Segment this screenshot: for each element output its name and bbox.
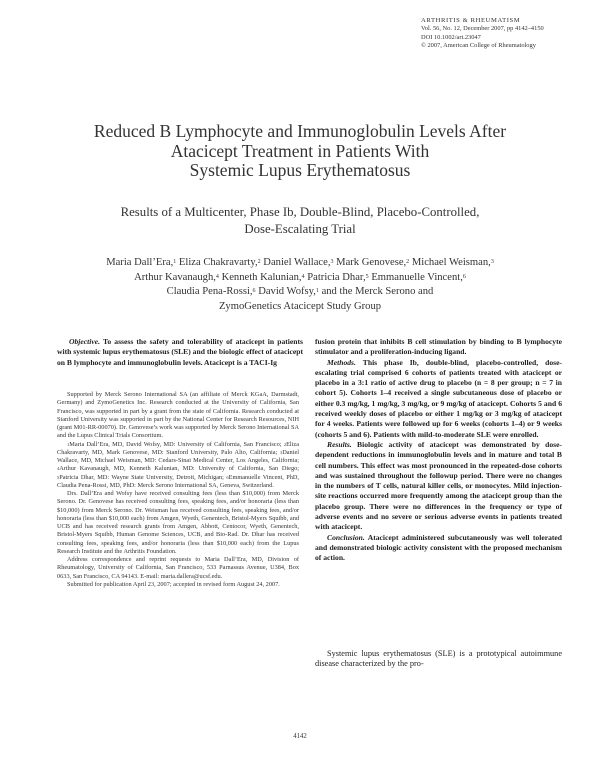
author-name: Daniel Wallace,	[263, 257, 331, 268]
body-intro	[315, 649, 562, 670]
results-label: Results.	[327, 439, 352, 449]
affiliation-text: Daniel Wallace, MD, Michael Weisman, MD: Cedars-Sinai Medical Center, Los Angeles, California;	[57, 448, 299, 464]
abstract-methods	[315, 358, 562, 440]
author-name: Emmanuelle Vincent,	[371, 271, 463, 283]
methods-label: Methods.	[327, 357, 356, 367]
footnotes	[57, 391, 299, 589]
right-column	[315, 337, 562, 564]
abstract-conclusion	[315, 533, 562, 564]
article-title	[40, 122, 560, 181]
affiliation-text: Eliza Chakravarty, MD, Mark Genovese, MD: Stanford University, Palo Alto, California;	[57, 440, 299, 456]
affiliation-mark: 5	[57, 474, 60, 480]
author-group-intro: and the Merck Serono and	[321, 286, 434, 298]
affiliation-text: Emmanuelle Vincent, PhD, Claudia Pena-Rossi, MD, PhD: Merck Serono International SA, Geneva, Switzerland.	[57, 473, 300, 489]
left-column	[57, 337, 303, 368]
author-line	[60, 285, 540, 300]
objective-text: To assess the safety and tolerability of atacicept in patients with systemic lupus erythematosus (SLE) and the biologic effect of atacicept on B lymphocyte and immunoglobulin levels. Atacicept is a TACI-Ig	[57, 337, 303, 367]
affiliation-mark: 1	[67, 441, 70, 447]
journal-volume: Vol. 56, No. 12, December 2007, pp 4142–4150	[421, 25, 544, 33]
subtitle-line: Dose-Escalating Trial	[244, 221, 356, 236]
author-line	[60, 256, 540, 271]
author-name: Kenneth Kalunian,	[221, 271, 302, 283]
affiliation-mark: 6	[462, 273, 466, 280]
footnote-affiliations	[57, 441, 299, 491]
journal-doi: DOI 10.1002/art.23047	[421, 33, 481, 41]
affiliation-mark: 4	[301, 273, 305, 280]
disclosure-text: Drs. Dall’Era and Wofsy have received consulting fees (less than $10,000) from Merck Serono. Dr. Genovese has received consulting fees, speaking fees, and/or honoraria (less than $10,000) from Merck Serono. Dr. Weisman has received consulting fees, speaking fees, and/or honoraria (less than $10,000 each) from Amgen, Wyeth, Genentech, Bristol-Myers Squibb, and UCB and has received research grants from Amgen, Abbott, Centocor, Wyeth, Genentech, Bristol-Myers Squibb, Human Genome Sciences, UCB, and Bio-Rad. Dr. Dhar has received consulting fees, speaking fees, and/or honoraria (less than $10,000 each) from the Lupus Research Institute and the Arthritis Foundation.	[57, 490, 299, 555]
footnote-disclosure	[57, 490, 299, 556]
title-line: Atacicept Treatment in Patients With	[170, 140, 430, 161]
submitted-text: Submitted for publication April 23, 2007; accepted in revised form August 24, 2007.	[67, 580, 280, 588]
title-line: Reduced B Lymphocyte and Immunoglobulin Levels After	[93, 121, 507, 141]
affiliation-mark: 1	[173, 259, 177, 265]
results-text: Biologic activity of atacicept was demonstrated by dose-dependent reductions in immunoglobulin levels and in mature and total B cell numbers. This effect was most pronounced in the repeated-dose cohorts and was sustained throughout the followup period. There were no changes in the numbers of T cells, natural killer cells, or monocytes. Mild injection-site reactions occurred more frequently among the atacicept group than the placebo group. There were no differences in the frequency or type of adverse events and no severe or serious adverse events in patients treated with atacicept.	[315, 439, 562, 532]
affiliation-text: Maria Dall’Era, MD, David Wofsy, MD: University of California, San Francisco;	[69, 440, 282, 448]
page-number: 4142	[293, 733, 307, 740]
affiliation-mark: 1	[315, 288, 319, 295]
journal-name: ARTHRITIS & RHEUMATISM	[421, 17, 521, 24]
intro-text: Systemic lupus erythematosus (SLE) is a prototypical autoimmune disease characterized by the pro-	[315, 649, 562, 669]
affiliation-mark: 3	[490, 259, 494, 265]
affiliation-mark: 2	[406, 259, 410, 265]
abstract-objective	[57, 337, 303, 368]
author-name: Maria Dall’Era,	[106, 257, 174, 268]
affiliation-mark: 2	[257, 259, 261, 265]
author-name: Claudia Pena-Rossi,	[166, 286, 253, 298]
affiliation-mark: 2	[283, 441, 287, 447]
author-name: Patricia Dhar,	[307, 271, 366, 283]
conclusion-text: Atacicept administered subcutaneously was well tolerated and demonstrated biologic activity consistent with the proposed mechanism of action.	[315, 532, 562, 563]
support-text: Supported by Merck Serono International SA (an affiliate of Merck KGaA, Darmstadt, Germany) and ZymoGenetics Inc. Research conducted at the University of California, San Francisco, was supported in part by a grant from the state of California. Research conducted at Stanford University was supported in part by the National Center for Research Resources, NIH (grant M01-RR-00070). Dr. Genovese’s work was supported by Merck Serono International SA and the Lupus Clinical Trials Consortium.	[57, 391, 299, 440]
footnote-address	[57, 556, 299, 581]
affiliation-mark: 3	[279, 449, 283, 455]
subtitle-line: Results of a Multicenter, Phase Ib, Double-Blind, Placebo-Controlled,	[120, 205, 480, 219]
author-list	[60, 256, 540, 314]
author-name: Mark Genovese,	[336, 257, 407, 268]
objective-continued: fusion protein that inhibits B cell stimulation by binding to B lymphocyte stimulator and a proliferation-inducing ligand.	[315, 337, 562, 357]
author-name: David Wofsy,	[258, 286, 316, 298]
affiliation-mark: 6	[252, 288, 256, 295]
affiliation-mark: 6	[226, 474, 229, 480]
author-name: Michael Weisman,	[411, 257, 491, 268]
conclusion-label: Conclusion.	[327, 532, 365, 542]
title-line: Systemic Lupus Erythematosus	[189, 160, 411, 180]
methods-text: This phase Ib, double-blind, placebo-controlled, dose-escalating trial comprised 6 cohorts of patients treated with atacicept or placebo in a 3:1 ratio of active drug to placebo (n = 8 per group; n = 7 in cohort 5). Cohorts 1–4 received a single subcutaneous dose of placebo or either 0.3 mg/kg, 1 mg/kg, 3 mg/kg, or 9 mg/kg of atacicept. Cohorts 5 and 6 received weekly doses of placebo or either 1 mg/kg or 3 mg/kg of atacicept for 4 weeks. Patients were followed up for 6 weeks (cohorts 1–4) or 9 weeks (cohorts 5 and 6). Patients with mild-to-moderate SLE were enrolled.	[315, 357, 562, 439]
affiliation-mark: 4	[215, 273, 219, 280]
objective-label: Objective.	[69, 337, 100, 346]
footnote-support	[57, 391, 299, 441]
abstract-results	[315, 440, 562, 533]
affiliation-text: Arthur Kavanaugh, MD, Kenneth Kalunian, MD: University of California, San Diego;	[59, 465, 299, 473]
address-text: Address correspondence and reprint requests to Maria Dall’Era, MD, Division of Rheumatology, University of California, San Francisco, 533 Parnassus Avenue, U384, Box 0633, San Francisco, CA 94143. E-mail: maria.dallera@ucsf.edu.	[57, 556, 299, 580]
affiliation-mark: 3	[330, 259, 334, 265]
author-name: Arthur Kavanaugh,	[134, 271, 216, 283]
author-group: ZymoGenetics Atacicept Study Group	[218, 300, 382, 312]
journal-copyright: © 2007, American College of Rheumatology	[421, 42, 536, 50]
author-line	[60, 271, 540, 286]
author-name: Eliza Chakravarty,	[178, 257, 258, 268]
affiliation-mark: 5	[365, 273, 369, 280]
article-subtitle	[60, 204, 540, 237]
affiliation-text: Patricia Dhar, MD: Wayne State University, Detroit, Michigan;	[59, 473, 224, 481]
journal-header	[421, 17, 591, 51]
affiliation-mark: 4	[57, 466, 60, 472]
footnote-submitted	[57, 581, 299, 589]
